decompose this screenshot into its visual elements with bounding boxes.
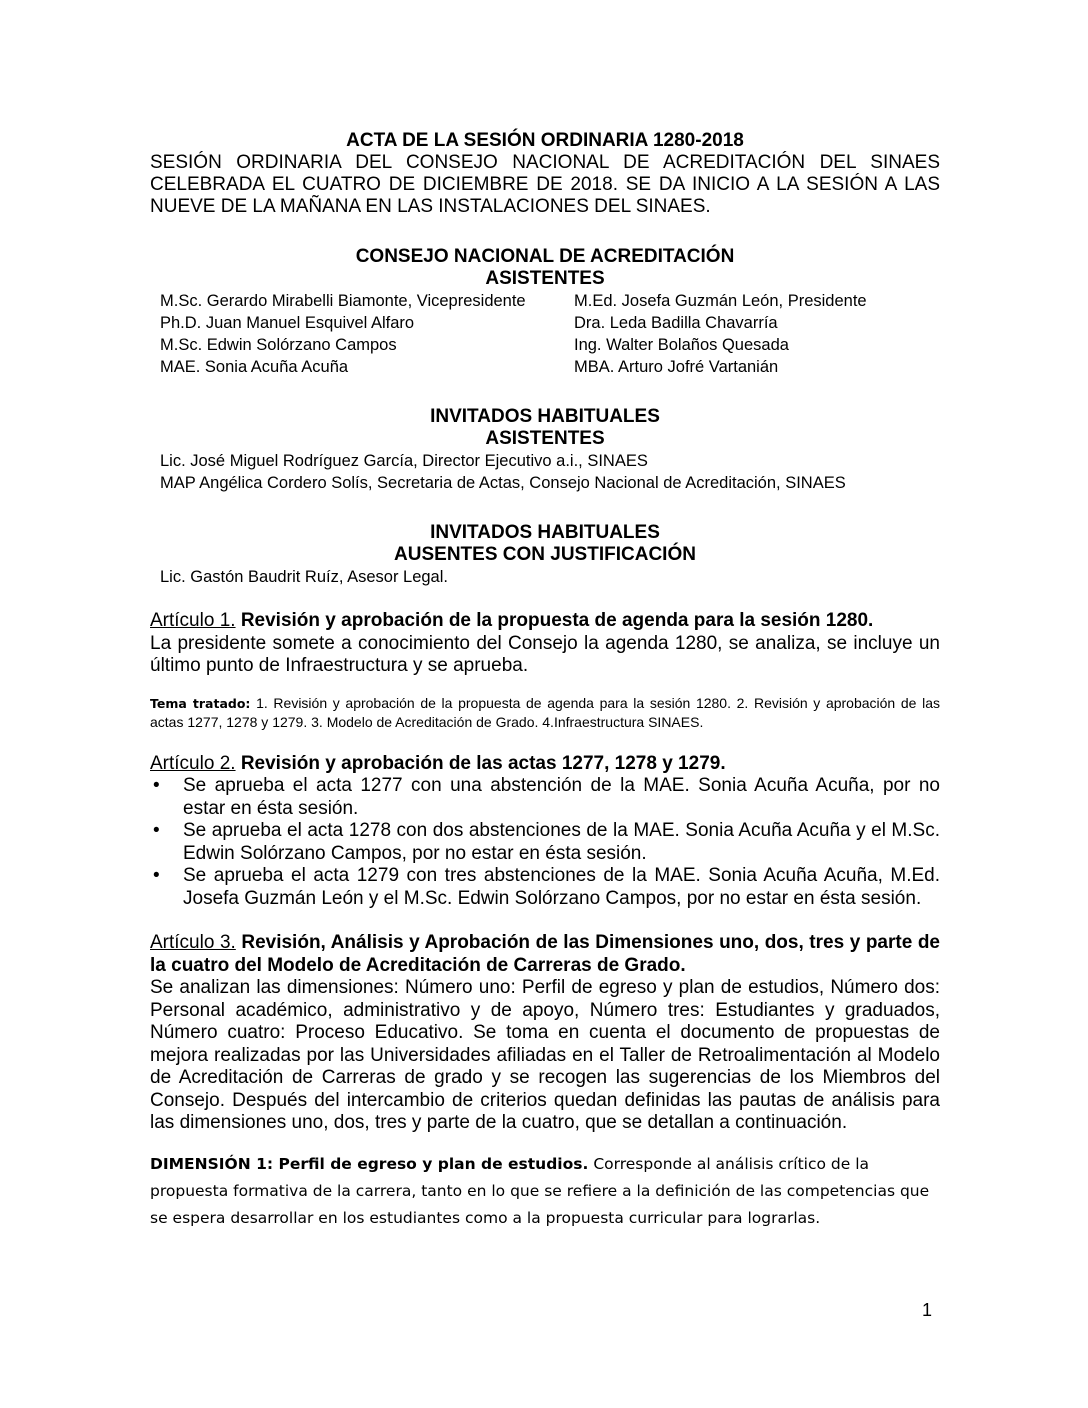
dimension-1 <box>150 1151 940 1232</box>
page-number: 1 <box>922 1300 933 1320</box>
guest-name: MAP Angélica Cordero Solís, Secretaria de Actas, Consejo Nacional de Acreditación, SINAES <box>160 474 846 492</box>
article-2-heading <box>150 753 940 776</box>
article-title: Revisión y aprobación de la propuesta de agenda para la sesión 1280. <box>240 610 874 631</box>
guest-name: Lic. José Miguel Rodríguez García, Director Ejecutivo a.i., SINAES <box>160 452 648 470</box>
attendee-name: MAE. Sonia Acuña Acuña <box>160 358 349 376</box>
tema-label: Tema tratado: <box>150 695 251 711</box>
council-heading: CONSEJO NACIONAL DE ACREDITACIÓN <box>355 246 735 267</box>
guests-absent-subheading: AUSENTES CON JUSTIFICACIÓN <box>394 544 696 565</box>
tema-tratado <box>150 694 940 732</box>
guests-present-subheading: ASISTENTES <box>485 428 605 449</box>
guest-name: Lic. Gastón Baudrit Ruíz, Asesor Legal. <box>160 568 448 586</box>
bullet-text: Se aprueba el acta 1277 con una abstención de la MAE. Sonia Acuña Acuña, por no estar en ésta sesión. <box>183 775 940 819</box>
guests-absent-heading: INVITADOS HABITUALES <box>430 522 660 543</box>
attendee-name: M.Ed. Josefa Guzmán León, Presidente <box>574 292 867 310</box>
article-label: Artículo 1. <box>150 610 236 631</box>
attendee-name: Ing. Walter Bolaños Quesada <box>574 336 789 354</box>
article-2-bullets <box>150 775 940 910</box>
attendee-name: M.Sc. Gerardo Mirabelli Biamonte, Vicepresidente <box>160 292 526 310</box>
article-3-body: Se analizan las dimensiones: Número uno: Perfil de egreso y plan de estudios, Número dos: Personal académico, administrativo y de apoyo, Número tres: Estudiantes y graduados, Número cuatro: Proceso Educativo. Se toma en cuenta el documento de propuestas de mejora realizadas por las Universidades afiliadas en el Taller de Retroalimentación al Modelo de Acreditación de Carreras de grado y se recogen las sugerencias de los Miembros del Consejo. Después del intercambio de criterios quedan definidas las pautas de análisis para las dimensiones uno, dos, tres y parte de la cuatro, que se detallan a continuación. <box>150 977 940 1133</box>
attendee-name: Ph.D. Juan Manuel Esquivel Alfaro <box>160 314 415 332</box>
council-subheading: ASISTENTES <box>485 268 605 289</box>
session-intro: SESIÓN ORDINARIA DEL CONSEJO NACIONAL DE ACREDITACIÓN DEL SINAES CELEBRADA EL CUATRO DE DICIEMBRE DE 2018. SE DA INICIO A LA SESIÓN A LAS NUEVE DE LA MAÑANA EN LAS INSTALACIONES DEL SINAES. <box>150 152 940 217</box>
dimension-text: Corresponde al análisis crítico de la propuesta formativa de la carrera, tanto en lo que se refiere a la definición de las competencias que se espera desarrollar en los estudiantes como a la propuesta curricular para lograrlas. <box>150 1154 930 1227</box>
bullet-text: Se aprueba el acta 1278 con dos abstenciones de la MAE. Sonia Acuña Acuña y el M.Sc. Edwin Solórzano Campos, por no estar en ésta sesión. <box>183 820 940 864</box>
guests-present-heading: INVITADOS HABITUALES <box>430 406 660 427</box>
attendee-name: MBA. Arturo Jofré Vartanián <box>574 358 779 376</box>
article-label: Artículo 2. <box>150 752 236 774</box>
article-1-heading <box>150 610 940 633</box>
guests-present-list <box>160 450 940 494</box>
guests-absent-list <box>160 566 940 588</box>
article-title: Revisión, Análisis y Aprobación de las Dimensiones uno, dos, tres y parte de la cuatro del Modelo de Acreditación de Carreras de Grado. <box>150 932 940 976</box>
list-item <box>150 775 940 820</box>
list-item <box>150 820 940 865</box>
bullet-icon: • <box>153 820 160 841</box>
dimension-label: DIMENSIÓN 1: Perfil de egreso y plan de estudios. <box>150 1154 589 1173</box>
document-title: ACTA DE LA SESIÓN ORDINARIA 1280-2018 <box>346 130 744 151</box>
attendee-name: M.Sc. Edwin Solórzano Campos <box>160 336 397 354</box>
article-label: Artículo 3. <box>150 932 236 953</box>
bullet-text: Se aprueba el acta 1279 con tres abstenciones de la MAE. Sonia Acuña Acuña, M.Ed. Josefa Guzmán León y el M.Sc. Edwin Solórzano Campos, por no estar en ésta sesión. <box>183 865 940 909</box>
article-1-body: La presidente somete a conocimiento del Consejo la agenda 1280, se analiza, se incluye un último punto de Infraestructura y se aprueba. <box>150 632 940 676</box>
list-item <box>150 865 940 910</box>
council-attendees <box>160 290 940 378</box>
article-3-heading <box>150 932 940 977</box>
bullet-icon: • <box>153 865 160 886</box>
tema-text: 1. Revisión y aprobación de la propuesta de agenda para la sesión 1280. 2. Revisión y aprobación de las actas 1277, 1278 y 1279. 3. Modelo de Acreditación de Grado. 4.Infraestructura SINAES. <box>150 694 940 730</box>
article-title: Revisión y aprobación de las actas 1277, 1278 y 1279. <box>240 752 726 774</box>
bullet-icon: • <box>153 775 160 796</box>
document-content <box>150 130 940 1232</box>
attendee-name: Dra. Leda Badilla Chavarría <box>574 314 778 332</box>
